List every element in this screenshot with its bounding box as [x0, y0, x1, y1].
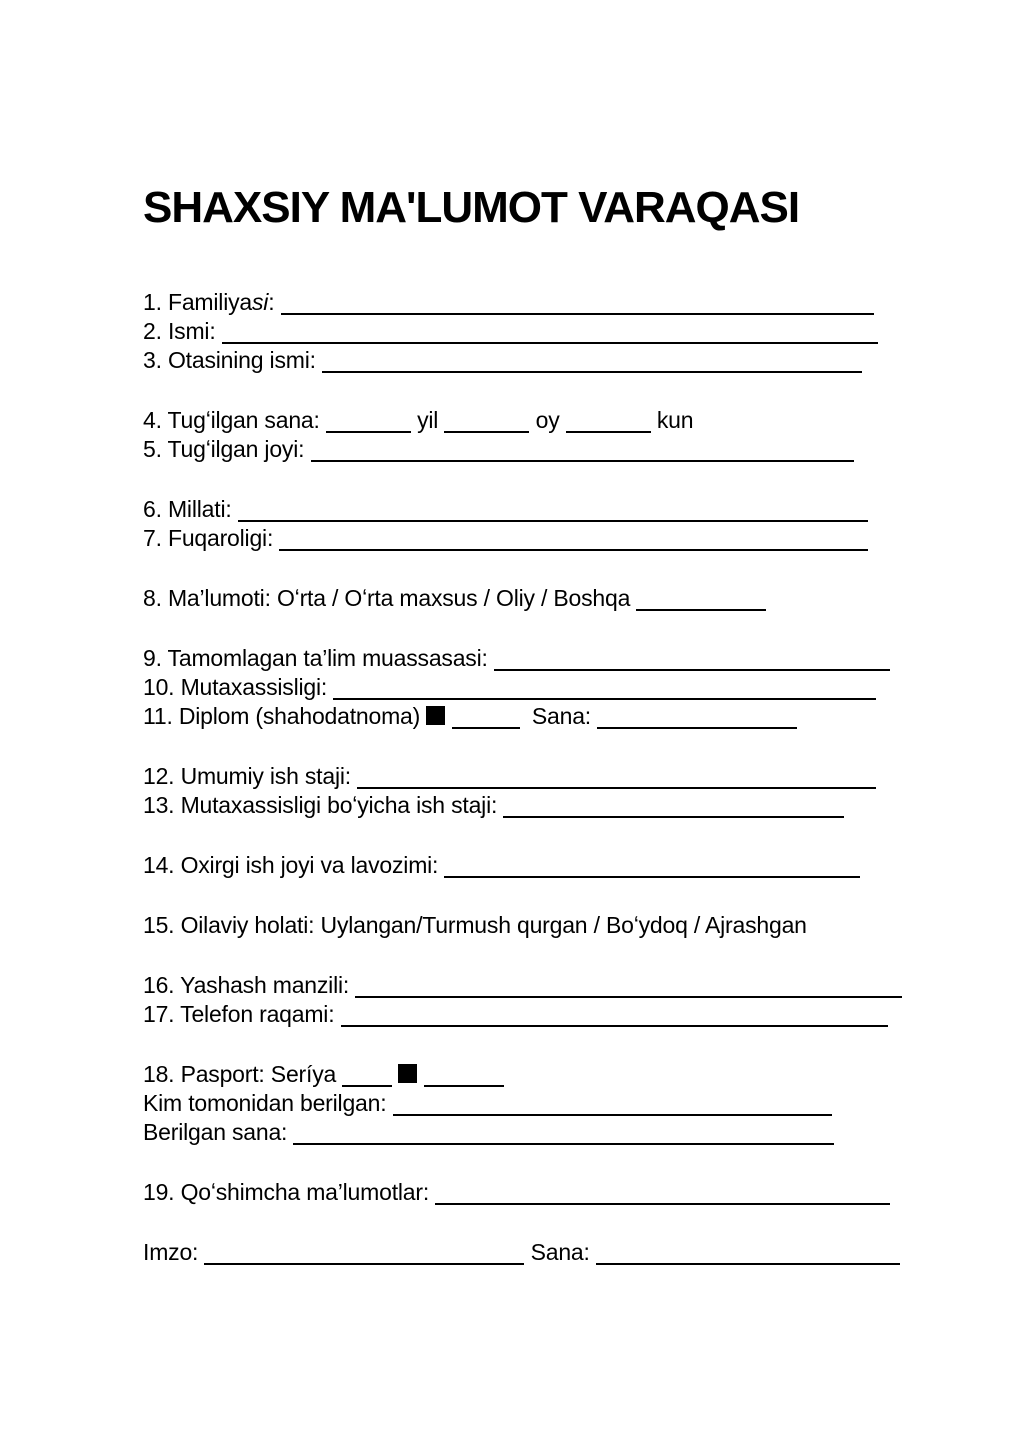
field-label: 1. Familiya: [143, 289, 252, 315]
blank-field: [597, 709, 797, 729]
field-label: 7. Fuqaroligi:: [143, 525, 280, 551]
blank-field: [566, 413, 651, 433]
field-pasport-seriya: [143, 1060, 1024, 1089]
blank-field: [322, 353, 862, 373]
field-tugilgan-joyi: [143, 435, 1024, 464]
field-label: yil: [410, 407, 445, 433]
field-label: oy: [529, 407, 566, 433]
field-label: 11. Diplom (shahodatnoma): [143, 703, 427, 729]
field-label: 2. Ismi:: [143, 318, 222, 344]
blank-field: [636, 591, 766, 611]
page-title: SHAXSIY MA'LUMOT VARAQASI: [143, 183, 800, 232]
field-tamomlagan-talim-muassasasi: [143, 644, 1024, 673]
field-label: 13. Mutaxassisligi boʻyicha ish staji:: [143, 792, 504, 818]
field-kim-tomonidan-berilgan: [143, 1089, 1024, 1118]
blank-field: [222, 324, 878, 344]
field-mutaxassisligi-boyicha-ish-staji: [143, 791, 1024, 820]
blank-field: [355, 978, 902, 998]
field-label: 10. Mutaxassisligi:: [143, 674, 334, 700]
blank-field: [281, 295, 874, 315]
field-ismi: [143, 317, 1024, 346]
field-imzo-sana: [143, 1238, 1024, 1267]
field-otasining-ismi: [143, 346, 1024, 375]
field-label: 12. Umumiy ish staji:: [143, 763, 358, 789]
filled-square-icon: [426, 706, 445, 725]
blank-field: [341, 1007, 888, 1027]
blank-field: [503, 798, 844, 818]
blank-field: [596, 1245, 900, 1265]
field-millati: [143, 495, 1024, 524]
field-label: Sana:: [524, 1239, 596, 1265]
field-label: 6. Millati:: [143, 496, 238, 522]
field-label: 17. Telefon raqami:: [143, 1001, 341, 1027]
field-label: kun: [650, 407, 694, 433]
field-label: Imzo:: [143, 1239, 205, 1265]
blank-field: [279, 531, 868, 551]
blank-field: [444, 858, 860, 878]
field-label: si: [252, 289, 269, 315]
blank-field: [326, 413, 411, 433]
field-oxirgi-ish-joyi-va-lavozimi: [143, 851, 1024, 880]
field-diplom-shahodatnoma: [143, 702, 1024, 731]
field-label: 4. Tugʻilgan sana:: [143, 407, 326, 433]
field-umumiy-ish-staji: [143, 762, 1024, 791]
field-label: 16. Yashash manzili:: [143, 972, 356, 998]
field-label: Kim tomonidan berilgan:: [143, 1090, 393, 1116]
blank-field: [204, 1245, 524, 1265]
field-label: 15. Oilaviy holati: Uylangan/Turmush qurgan / Boʻydoq / Ajrashgan: [143, 912, 807, 938]
blank-field: [393, 1096, 832, 1116]
field-fuqaroligi: [143, 524, 1024, 553]
field-label: 19. Qoʻshimcha ma’lumotlar:: [143, 1179, 436, 1205]
field-label: 5. Tugʻilgan joyi:: [143, 436, 311, 462]
field-malumoti: [143, 584, 1024, 613]
field-label: 8. Ma’lumoti: Oʻrta / Oʻrta maxsus / Oliy / Boshqa: [143, 585, 637, 611]
blank-field: [333, 680, 876, 700]
field-telefon-raqami: [143, 1000, 1024, 1029]
field-label: 9. Tamomlagan ta’lim muassasasi:: [143, 645, 494, 671]
field-qoshimcha-malumotlar: [143, 1178, 1024, 1207]
blank-field: [357, 769, 876, 789]
field-label: :: [268, 289, 281, 315]
blank-field: [452, 709, 520, 729]
blank-field: [238, 502, 868, 522]
field-label: 18. Pasport: Seríya: [143, 1061, 343, 1087]
field-yashash-manzili: [143, 971, 1024, 1000]
blank-field: [311, 442, 854, 462]
field-tugilgan-sana: [143, 406, 1024, 435]
form-body: [143, 288, 1024, 1267]
field-label: 14. Oxirgi ish joyi va lavozimi:: [143, 852, 445, 878]
field-label: Berilgan sana:: [143, 1119, 294, 1145]
field-oilaviy-holati: [143, 911, 1024, 940]
field-label: Sana:: [519, 703, 598, 729]
blank-field: [424, 1067, 504, 1087]
blank-field: [494, 651, 890, 671]
blank-field: [293, 1125, 834, 1145]
filled-square-icon: [398, 1064, 417, 1083]
blank-field: [444, 413, 529, 433]
field-familiyasi: [143, 288, 1024, 317]
field-label: 3. Otasining ismi:: [143, 347, 322, 373]
field-mutaxassisligi: [143, 673, 1024, 702]
blank-field: [435, 1185, 890, 1205]
field-berilgan-sana: [143, 1118, 1024, 1147]
blank-field: [342, 1067, 392, 1087]
